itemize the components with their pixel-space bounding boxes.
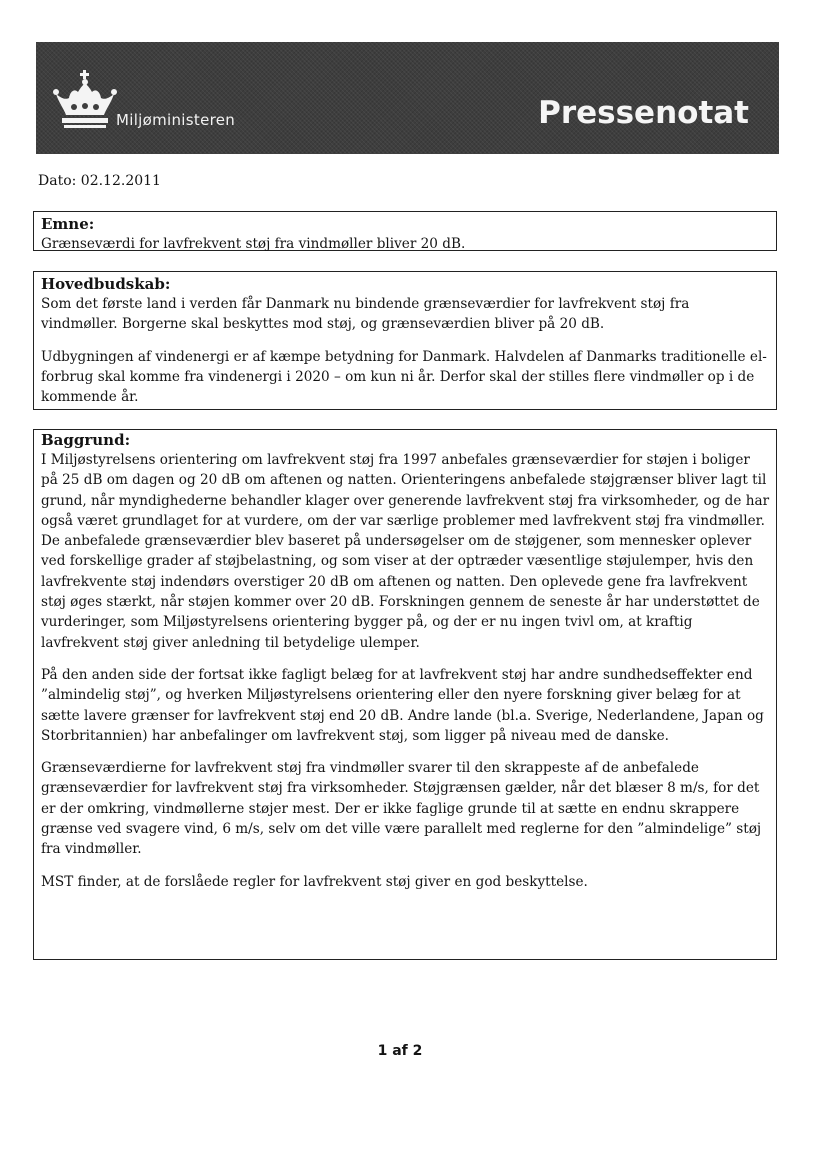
background-paragraph: På den anden side der fortsat ikke fagligt belæg for at lavfrekvent støj har andre sundhedseffekter end ”almindelig støj”, og hverken Miljøstyrelsens orientering eller den nyere forskning giver belæg for at sætte lavere grænser for lavfrekvent støj end 20 dB. Andre lande (bl.a. Sverige, Nederlandene, Japan og Storbritannien) har anbefalinger om lavfrekvent støj, som ligger på niveau med de danske. [41,666,764,744]
background-heading: Baggrund: [41,431,131,449]
subject-heading: Emne: [41,215,95,233]
background-paragraph: MST finder, at de forslåede regler for lavfrekvent støj giver en god beskyttelse. [41,873,588,890]
date-line: Dato: 02.12.2011 [38,173,161,189]
background-paragraph: I Miljøstyrelsens orientering om lavfrekvent støj fra 1997 anbefales grænseværdier for støjen i boliger på 25 dB om dagen og 20 dB om aftenen og natten. Orienteringens anbefalede støjgrænser bliver lagt til grund, når myndighederne behandler klager over generende lavfrekvent støj fra virksomheder, og de har også været grundlaget for at vurdere, om der var særlige problemer med lavfrekvent støj fra vindmøller. De anbefalede grænseværdier blev baseret på undersøgelser om de støjgener, som mennesker oplever ved forskellige grader af støjbelastning, og som viser at der optræder væsentlige støjulemper, hvis den lavfrekvente støj indendørs overstiger 20 dB om aftenen og natten. Den oplevede gene fra lavfrekvent støj øges stærkt, når støjen kommer over 20 dB. Forskningen gennem de seneste år har understøttet de vurderinger, som Miljøstyrelsens orientering bygger på, og der er nu ingen tvivl om, at kraftig lavfrekvent støj giver anledning til betydelige ulemper. [41,452,770,651]
main-message-box [33,271,777,410]
background-box [33,429,777,960]
subject-box [33,211,777,251]
ministry-name: Miljøministeren [116,111,236,129]
document-type-title: Pressenotat [538,95,749,131]
main-message-paragraph: Som det første land i verden får Danmark nu bindende grænseværdier for lavfrekvent støj fra vindmøller. Borgerne skal beskyttes mod støj, og grænseværdien bliver på 20 dB. [41,296,690,333]
subject-text: Grænseværdi for lavfrekvent støj fra vindmøller bliver 20 dB. [41,236,466,252]
main-message-heading: Hovedbudskab: [41,275,171,293]
letterhead-banner [36,42,779,154]
main-message-paragraph: Udbygningen af vindenergi er af kæmpe betydning for Danmark. Halvdelen af Danmarks traditionelle el-forbrug skal komme fra vindenergi i 2020 – om kun ni år. Derfor skal der stilles flere vindmøller op i de kommende år. [41,348,767,406]
background-paragraph: Grænseværdierne for lavfrekvent støj fra vindmøller svarer til den skrappeste af de anbefalede grænseværdier for lavfrekvent støj fra virksomheder. Støjgrænsen gælder, når det blæser 8 m/s, for det er der omkring, vindmøllerne støjer mest. Der er ikke faglige grunde til at sætte en endnu skrappere grænse ved svagere vind, 6 m/s, selv om det ville være parallelt med reglerne for den ”almindelige” støj fra vindmøller. [41,760,762,858]
page-number: 1 af 2 [377,1043,423,1059]
crown-logo-icon [52,70,118,132]
